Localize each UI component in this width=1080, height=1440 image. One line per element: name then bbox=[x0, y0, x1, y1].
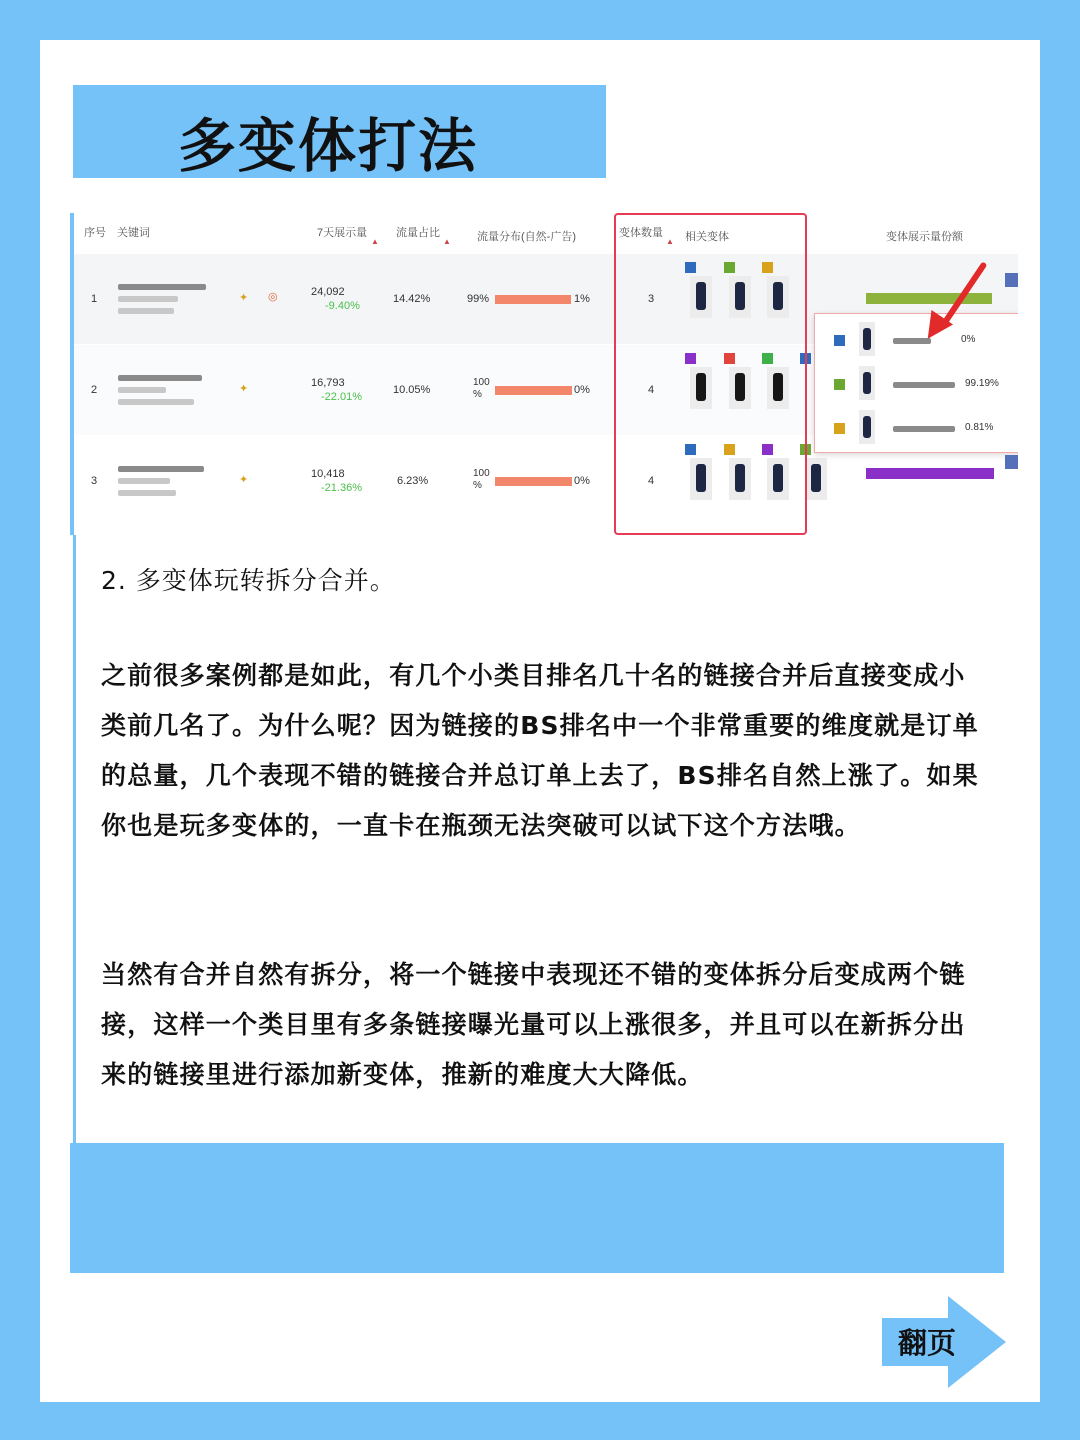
paragraph-split: 当然有合并自然有拆分，将一个链接中表现还不错的变体拆分后变成两个链接，这样一个类目里有多条链接曝光量可以上涨很多，并且可以在新拆分出来的链接里进行添加新变体，推新的难度大大降低。 bbox=[101, 960, 966, 1089]
title-banner bbox=[73, 85, 606, 178]
blurred-keyword bbox=[118, 375, 202, 381]
header-traffic-share: 流量占比 bbox=[396, 227, 440, 239]
variant-count-value: 4 bbox=[648, 475, 655, 487]
blurred-keyword bbox=[118, 490, 176, 496]
traffic-share-value: 6.23% bbox=[397, 475, 429, 487]
blurred-keyword bbox=[118, 296, 178, 302]
blurred-keyword bbox=[118, 284, 206, 290]
variant-count-value: 4 bbox=[648, 384, 655, 396]
blurred-label bbox=[893, 382, 955, 388]
rocket-icon: ✦ bbox=[239, 383, 249, 395]
impressions-value: 10,418 bbox=[311, 468, 345, 480]
ad-percent: 0% bbox=[574, 475, 590, 487]
rocket-icon: ✦ bbox=[239, 474, 249, 486]
side-tag-icon bbox=[1005, 273, 1018, 287]
sort-icon[interactable]: ▲ bbox=[443, 237, 451, 246]
impressions-change: -21.36% bbox=[321, 482, 362, 494]
rocket-icon: ✦ bbox=[239, 292, 249, 304]
keyword-table-screenshot bbox=[70, 213, 1018, 535]
variant-color-swatch bbox=[834, 379, 845, 390]
blurred-label bbox=[893, 426, 955, 432]
distribution-bar bbox=[495, 477, 572, 486]
header-variant-share: 变体展示量份额 bbox=[886, 231, 963, 243]
variant-share-popup bbox=[814, 313, 1018, 453]
blurred-keyword bbox=[118, 478, 170, 484]
header-keyword: 关键词 bbox=[117, 227, 150, 239]
traffic-share-value: 14.42% bbox=[393, 293, 431, 305]
blurred-keyword bbox=[118, 399, 194, 405]
impressions-value: 16,793 bbox=[311, 377, 345, 389]
badge-icon: ◎ bbox=[268, 291, 278, 303]
variant-thumbnail[interactable] bbox=[805, 458, 827, 500]
header-variant-count: 变体数量 bbox=[619, 227, 663, 239]
popup-share-value: 99.19% bbox=[965, 378, 999, 389]
popup-share-value: 0.81% bbox=[965, 422, 994, 433]
variant-color-swatch bbox=[834, 335, 845, 346]
paragraph-merge: 之前很多案例都是如此，有几个小类目排名几十名的链接合并后直接变成小类前几名了。为什么呢？因为链接的BS排名中一个非常重要的维度就是订单的总量，几个表现不错的链接合并总订单上去了，BS排名自然上涨了。如果你也是玩多变体的，一直卡在瓶颈无法突破可以试下这个方法哦。 bbox=[101, 661, 979, 840]
variant-share-bar bbox=[866, 468, 994, 479]
natural-percent: 100 % bbox=[473, 468, 490, 491]
natural-percent: 99% bbox=[467, 293, 490, 305]
header-distribution: 流量分布(自然-广告) bbox=[477, 231, 576, 243]
distribution-bar bbox=[495, 295, 571, 304]
blurred-keyword bbox=[118, 308, 174, 314]
decorative-blue-block bbox=[70, 1143, 1004, 1273]
blurred-label bbox=[893, 338, 931, 344]
next-page-label: 翻页 bbox=[898, 1326, 957, 1360]
row-index: 1 bbox=[91, 293, 98, 305]
row-index: 3 bbox=[91, 475, 98, 487]
next-arrow-icon bbox=[948, 1296, 1006, 1388]
blurred-keyword bbox=[118, 387, 166, 393]
popup-share-value: 0% bbox=[961, 334, 976, 345]
popup-row bbox=[815, 320, 1018, 360]
popup-row bbox=[815, 408, 1018, 448]
variant-highlight-box bbox=[614, 213, 807, 535]
distribution-bar bbox=[495, 386, 572, 395]
sort-icon[interactable]: ▲ bbox=[666, 237, 674, 246]
natural-percent: 100 % bbox=[473, 377, 490, 400]
header-impressions: 7天展示量 bbox=[317, 227, 368, 239]
variant-color-swatch bbox=[834, 423, 845, 434]
header-related-variants: 相关变体 bbox=[685, 231, 729, 243]
impressions-change: -9.40% bbox=[325, 300, 360, 312]
left-accent-line bbox=[73, 535, 76, 1145]
traffic-share-value: 10.05% bbox=[393, 384, 431, 396]
variant-thumbnail bbox=[859, 410, 875, 444]
variant-thumbnail bbox=[859, 366, 875, 400]
sort-icon[interactable]: ▲ bbox=[371, 237, 379, 246]
section-heading: 2. 多变体玩转拆分合并。 bbox=[101, 566, 396, 595]
side-tag-icon bbox=[1005, 455, 1018, 469]
header-index: 序号 bbox=[84, 227, 106, 239]
impressions-change: -22.01% bbox=[321, 391, 362, 403]
variant-thumbnail bbox=[859, 322, 875, 356]
variant-count-value: 3 bbox=[648, 293, 655, 305]
page-title: 多变体打法 bbox=[178, 112, 479, 180]
ad-percent: 1% bbox=[574, 293, 590, 305]
popup-row bbox=[815, 364, 1018, 404]
ad-percent: 0% bbox=[574, 384, 590, 396]
row-index: 2 bbox=[91, 384, 98, 396]
blurred-keyword bbox=[118, 466, 204, 472]
variant-share-bar bbox=[866, 293, 992, 304]
next-page-button[interactable] bbox=[882, 1296, 1008, 1388]
impressions-value: 24,092 bbox=[311, 286, 345, 298]
